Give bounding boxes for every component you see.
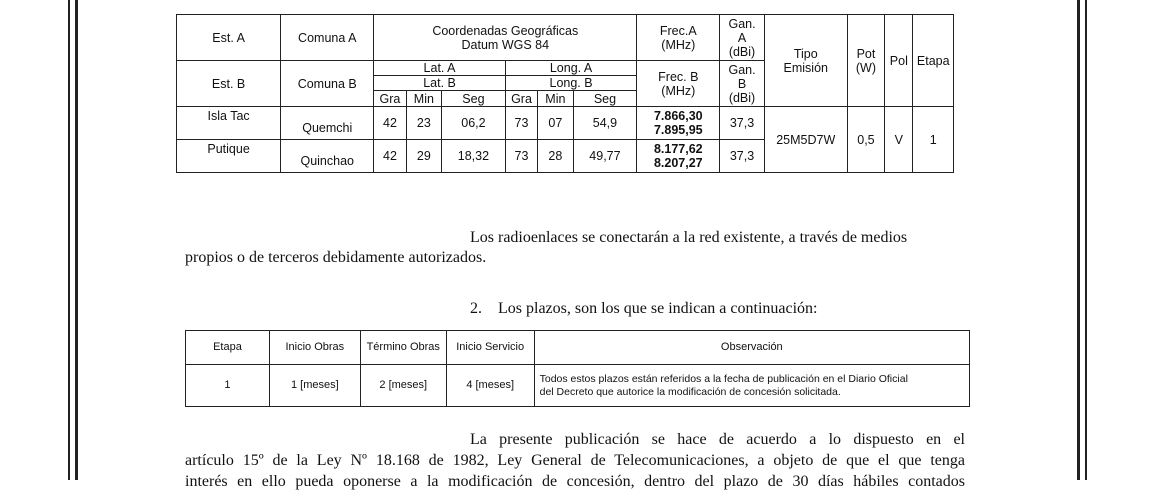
frequency-pair: 7.866,30 7.895,95 (637, 107, 720, 140)
long-seg: 49,77 (573, 140, 637, 173)
comuna-name: Quemchi (281, 107, 374, 140)
header-lat-min: Min (406, 91, 441, 107)
tipo-emision-value: 25M5D7W (764, 107, 847, 173)
est-name: Putique (177, 140, 281, 173)
observacion-value: Todos estos plazos están referidos a la fecha de publicación en el Diario Oficial del Decreto que autorice la modificación de concesión solicitada. (534, 365, 969, 407)
header-comuna-b: Comuna B (281, 61, 374, 107)
lat-seg: 18,32 (442, 140, 506, 173)
section-2-heading: 2. Los plazos, son los que se indican a continuación: (470, 300, 818, 317)
inicio-servicio-value: 4 [meses] (446, 365, 534, 407)
table-row (177, 107, 954, 140)
header-pot: Pot (W) (847, 15, 884, 107)
deadlines-table (185, 330, 970, 407)
pot-value: 0,5 (847, 107, 884, 173)
inicio-obras-value: 1 [meses] (269, 365, 360, 407)
paragraph-publication-line3: interés en ello pueda oponerse a la modificación de concesión, dentro del plazo de 30 días hábiles contados (185, 473, 965, 490)
header-long-a: Long. A (505, 61, 637, 76)
header-inicio-obras: Inicio Obras (269, 331, 360, 365)
lat-seg: 06,2 (442, 107, 506, 140)
header-etapa: Etapa (913, 15, 954, 107)
long-gra: 73 (505, 107, 537, 140)
table-row (186, 365, 970, 407)
header-lat-gra: Gra (374, 91, 406, 107)
header-long-b: Long. B (505, 76, 637, 91)
header-termino-obras: Término Obras (360, 331, 446, 365)
gain: 37,3 (720, 140, 765, 173)
header-lat-b: Lat. B (374, 76, 506, 91)
header-frec-b: Frec. B (MHz) (637, 61, 720, 107)
lat-min: 23 (406, 107, 441, 140)
header-frec-a: Frec.A (MHz) (637, 15, 720, 61)
header-est-a: Est. A (177, 15, 281, 61)
lat-gra: 42 (374, 107, 406, 140)
header-long-min: Min (538, 91, 573, 107)
etapa-value: 1 (913, 107, 954, 173)
page-frame-right (1077, 0, 1087, 480)
header-inicio-servicio: Inicio Servicio (446, 331, 534, 365)
header-coordinates: Coordenadas Geográficas Datum WGS 84 (374, 15, 637, 61)
header-comuna-a: Comuna A (281, 15, 374, 61)
pol-value: V (885, 107, 913, 173)
long-gra: 73 (505, 140, 537, 173)
paragraph-publication-line1: La presente publicación se hace de acuerdo a lo dispuesto en el (470, 431, 965, 448)
header-pol: Pol (885, 15, 913, 107)
header-long-gra: Gra (505, 91, 537, 107)
long-seg: 54,9 (573, 107, 637, 140)
header-etapa: Etapa (186, 331, 270, 365)
paragraph-publication-line2: artículo 15º de la Ley Nº 18.168 de 1982, Ley General de Telecomunicaciones, a objeto de que el que tenga (185, 452, 965, 469)
long-min: 07 (538, 107, 573, 140)
frequency-pair: 8.177,62 8.207,27 (637, 140, 720, 173)
header-long-seg: Seg (573, 91, 637, 107)
termino-obras-value: 2 [meses] (360, 365, 446, 407)
radio-links-table (176, 14, 954, 173)
page-frame-left (68, 0, 78, 480)
paragraph-radiolinks-line2: propios o de terceros debidamente autorizados. (185, 249, 487, 266)
lat-min: 29 (406, 140, 441, 173)
header-lat-seg: Seg (442, 91, 506, 107)
long-min: 28 (538, 140, 573, 173)
comuna-name: Quinchao (281, 140, 374, 173)
lat-gra: 42 (374, 140, 406, 173)
header-gan-b: Gan. B (dBi) (720, 61, 765, 107)
paragraph-radiolinks-line1: Los radioenlaces se conectarán a la red existente, a través de medios (470, 229, 908, 246)
header-observacion: Observación (534, 331, 969, 365)
header-est-b: Est. B (177, 61, 281, 107)
header-lat-a: Lat. A (374, 61, 506, 76)
header-tipo-emision: Tipo Emisión (764, 15, 847, 107)
gain: 37,3 (720, 107, 765, 140)
header-gan-a: Gan. A (dBi) (720, 15, 765, 61)
est-name: Isla Tac (177, 107, 281, 140)
etapa-value: 1 (186, 365, 270, 407)
